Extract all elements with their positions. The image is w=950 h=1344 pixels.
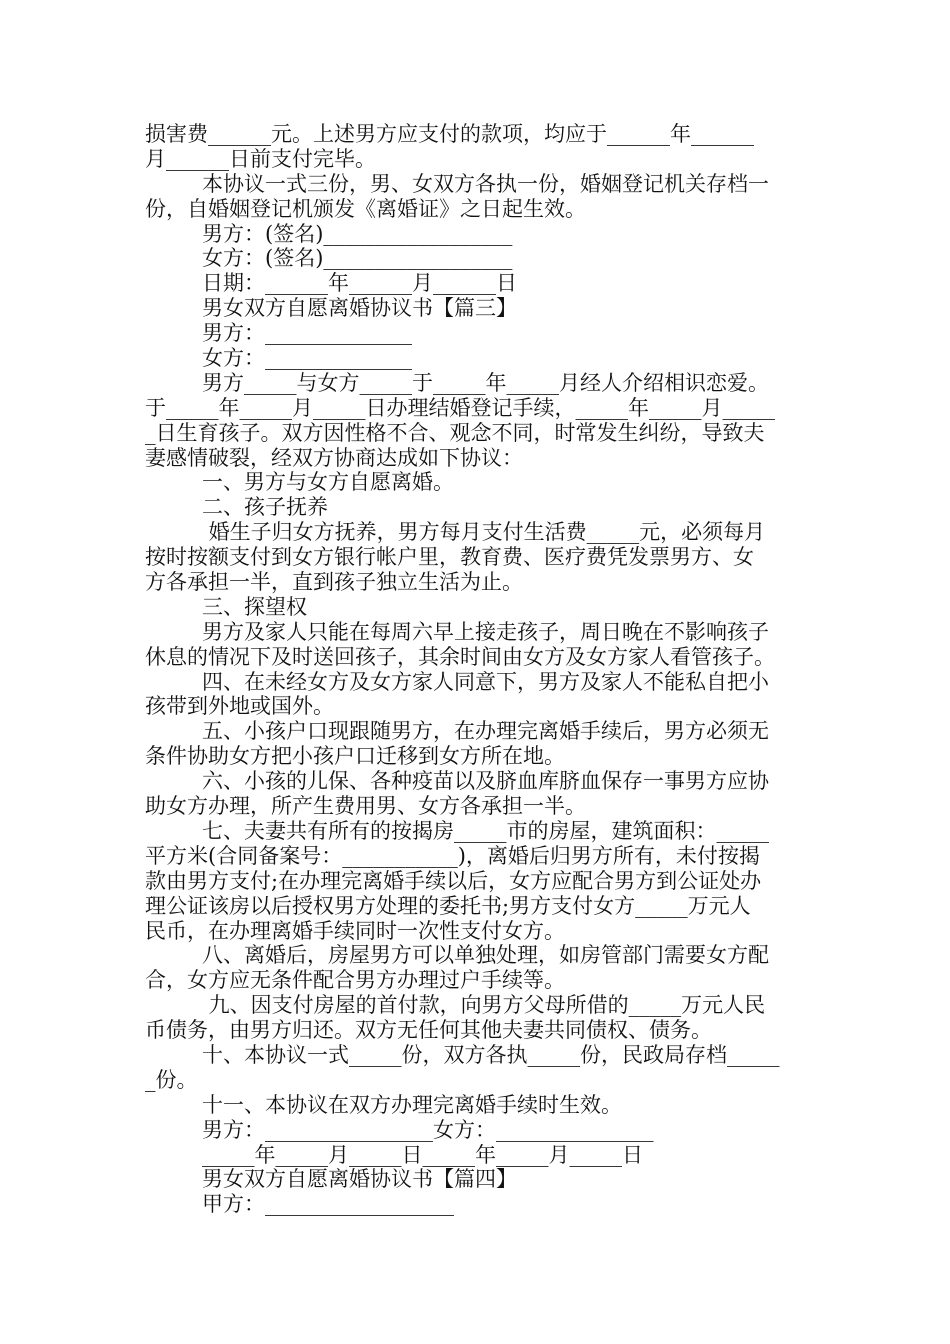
text-line: _____年_____月_____日_____年_____月_____日	[202, 1142, 643, 1167]
text-line: 款由男方支付;在办理完离婚手续以后，女方应配合男方到公证处办	[145, 868, 762, 893]
text-line: 妻感情破裂，经双方协商达成如下协议：	[145, 445, 523, 470]
text-line: 五、小孩户口现跟随男方，在办理完离婚手续后，男方必须无	[202, 719, 769, 744]
text-line: 一、男方与女方自愿离婚。	[202, 470, 454, 495]
text-line: 四、在未经女方及女方家人同意下，男方及家人不能私自把小	[202, 669, 769, 694]
text-line: 民币，在办理离婚手续同时一次性支付女方。	[145, 918, 565, 943]
text-line: 方各承担一半，直到孩子独立生活为止。	[145, 570, 523, 595]
text-line: 孩带到外地或国外。	[145, 694, 334, 719]
text-line: 条件协助女方把小孩户口迁移到女方所在地。	[145, 744, 565, 769]
text-line: 助女方办理，所产生费用男、女方各承担一半。	[145, 794, 586, 819]
text-line: 十一、本协议在双方办理完离婚手续时生效。	[202, 1092, 622, 1117]
text-line: 男方及家人只能在每周六早上接走孩子，周日晚在不影响孩子	[202, 619, 769, 644]
text-line: 份，自婚姻登记机颁发《离婚证》之日起生效。	[145, 196, 586, 221]
text-line: 男方：(签名)__________________	[202, 221, 513, 246]
text-line: 理公证该房以后授权男方处理的委托书;男方支付女方_____万元人	[145, 893, 751, 918]
text-line: 十、本协议一式_____份，双方各执_____份，民政局存档_____	[202, 1042, 780, 1067]
text-line: 男方：________________女方：_______________	[202, 1117, 654, 1142]
text-line: 于_____年_____月_____日办理结婚登记手续，_____年_____月_____	[145, 395, 775, 420]
text-line: 合，女方应无条件配合男方办理过户手续等。	[145, 968, 565, 993]
text-line: 七、夫妻共有所有的按揭房_____市的房屋，建筑面积：_____	[202, 818, 769, 843]
text-line: 婚生子归女方抚养，男方每月支付生活费_____元，必须每月	[202, 520, 766, 545]
text-line: 平方米(合同备案号：___________)，离婚后归男方所有，未付按揭	[145, 843, 760, 868]
text-line: _份。	[145, 1067, 198, 1092]
text-line: 甲方：__________________	[202, 1192, 454, 1217]
text-line: 损害费______元。上述男方应支付的款项，均应于______年______	[145, 122, 754, 146]
text-line: 九、因支付房屋的首付款，向男方父母所借的_____万元人民	[202, 993, 766, 1018]
text-line: 三、探望权	[202, 594, 307, 619]
text-line: 男方_____与女方_____于_____年_____月经人介绍相识恋爱。	[202, 370, 769, 395]
text-line: 男女双方自愿离婚协议书【篇三】	[202, 296, 517, 321]
text-line: 二、孩子抚养	[202, 495, 328, 520]
text-line: 八、离婚后，房屋男方可以单独处理，如房管部门需要女方配	[202, 943, 769, 968]
text-line: 本协议一式三份，男、女双方各执一份，婚姻登记机关存档一	[202, 171, 769, 196]
text-line: 女方：______________	[202, 346, 412, 371]
text-line: _日生育孩子。双方因性格不合、观念不同，时常发生纠纷，导致夫	[145, 420, 765, 445]
text-line: 六、小孩的儿保、各种疫苗以及脐血库脐血保存一事男方应协	[202, 769, 769, 794]
text-line: 休息的情况下及时送回孩子，其余时间由女方及女方家人看管孩子。	[145, 644, 775, 669]
text-line: 月______日前支付完毕。	[145, 146, 376, 171]
text-line: 按时按额支付到女方银行帐户里，教育费、医疗费凭发票男方、女	[145, 545, 754, 570]
text-line: 男女双方自愿离婚协议书【篇四】	[202, 1167, 517, 1192]
text-line: 日期：______年______月______日	[202, 271, 517, 296]
text-line: 币债务，由男方归还。双方无任何其他夫妻共同债权、债务。	[145, 1018, 712, 1043]
document-page	[145, 122, 813, 1217]
text-line: 女方：(签名)__________________	[202, 246, 513, 271]
text-line: 男方：______________	[202, 321, 412, 346]
